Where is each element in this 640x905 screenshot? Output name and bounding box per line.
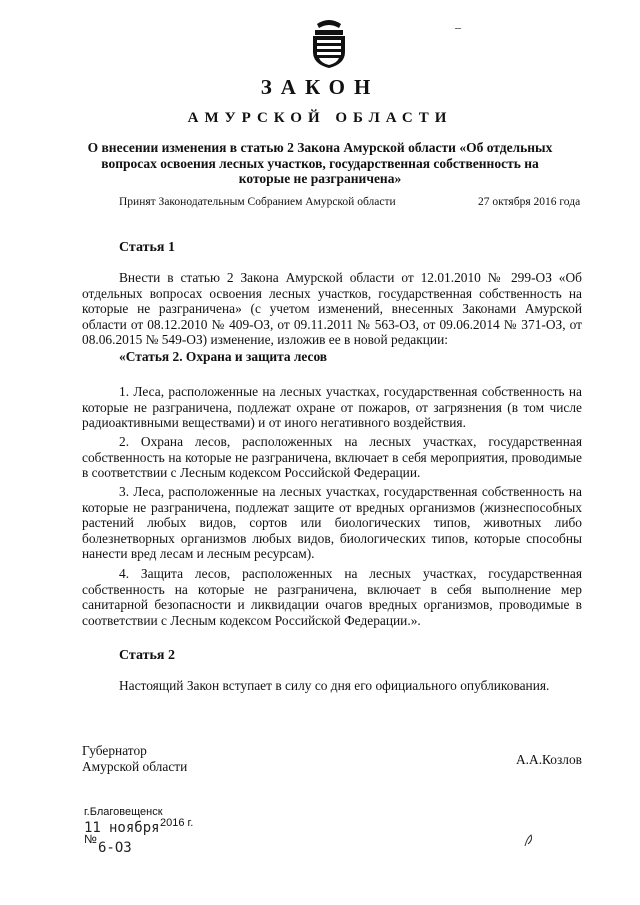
date-month: ноября — [109, 820, 160, 836]
date-day: 11 — [84, 820, 101, 836]
article-2-heading: Статья 2 — [119, 648, 175, 663]
corner-mark: – — [455, 20, 461, 34]
adopted-date: 27 октября 2016 года — [478, 196, 581, 208]
law-subtitle: О внесении изменения в статью 2 Закона Амурской области «Об отдельных вопросах освоения лесных участков, государственная собственность на которые не разграничена» — [87, 140, 553, 186]
article-item-3: 3. Леса, расположенные на лесных участках, государственная собственность на которые не разграничена, подлежат защите от вредных организмов (жизнеспособных растений любых видов, сортов или биологических типов, животных либо болезнетворных организмов любых видов, биологических типов, которые способны нанести вред лесам и лесным ресурсам). — [82, 484, 582, 562]
city: г.Благовещенск — [84, 806, 163, 818]
position-line-1: Губернатор — [82, 743, 147, 758]
number-sign: № — [84, 832, 97, 846]
article-item-4: 4. Защита лесов, расположенных на лесных участках, государственная собственность на которые не разграничена, включает в себя выполнение мер санитарной безопасности и ликвидации очагов вредных организмов, проводимые в соответствии с Лесным кодексом Российской Федерации.». — [82, 566, 582, 628]
article-1-intro: Внести в статью 2 Закона Амурской области от 12.01.2010 № 299-ОЗ «Об отдельных вопросах освоения лесных участков, государственная собственность на которые не разграничена» (с учетом изменений, внесенных Законами Амурской области от 08.12.2010 № 409-ОЗ, от 09.11.2011 № 563-ОЗ, от 09.06.2014 № 371-ОЗ, от 08.06.2015 № 549-ОЗ) изменение, изложив ее в новой редакции: — [82, 270, 582, 348]
article-item-2: 2. Охрана лесов, расположенных на лесных участках, государственная собственность на которые не разграничена, включает в себя мероприятия, проводимые в соответствии с Лесным кодексом Российской Федерации. — [82, 434, 582, 481]
region-name: АМУРСКОЙ ОБЛАСТИ — [187, 110, 453, 126]
signatory-name: А.А.Козлов — [516, 752, 582, 767]
article-item-1: 1. Леса, расположенные на лесных участках, государственная собственность на которые не разграничена, подлежат охране от пожаров, от загрязнения (в том числе радиоактивными веществами) и от иного негативного воздействия. — [82, 384, 582, 431]
article-1-heading: Статья 1 — [119, 240, 175, 255]
date-year: 2016 г. — [160, 817, 194, 829]
signatory-position — [82, 743, 187, 774]
article-2-new-title: «Статья 2. Охрана и защита лесов — [119, 349, 328, 364]
law-number: 6-ОЗ — [98, 840, 132, 856]
document-type: ЗАКОН — [260, 75, 380, 99]
position-line-2: Амурской области — [82, 758, 188, 774]
adopted-by: Принят Законодательным Собранием Амурской области — [119, 196, 396, 208]
coat-of-arms-icon — [307, 14, 351, 70]
article-2-text: Настоящий Закон вступает в силу со дня его официального опубликования. — [119, 678, 550, 693]
pen-mark-icon — [522, 832, 536, 848]
